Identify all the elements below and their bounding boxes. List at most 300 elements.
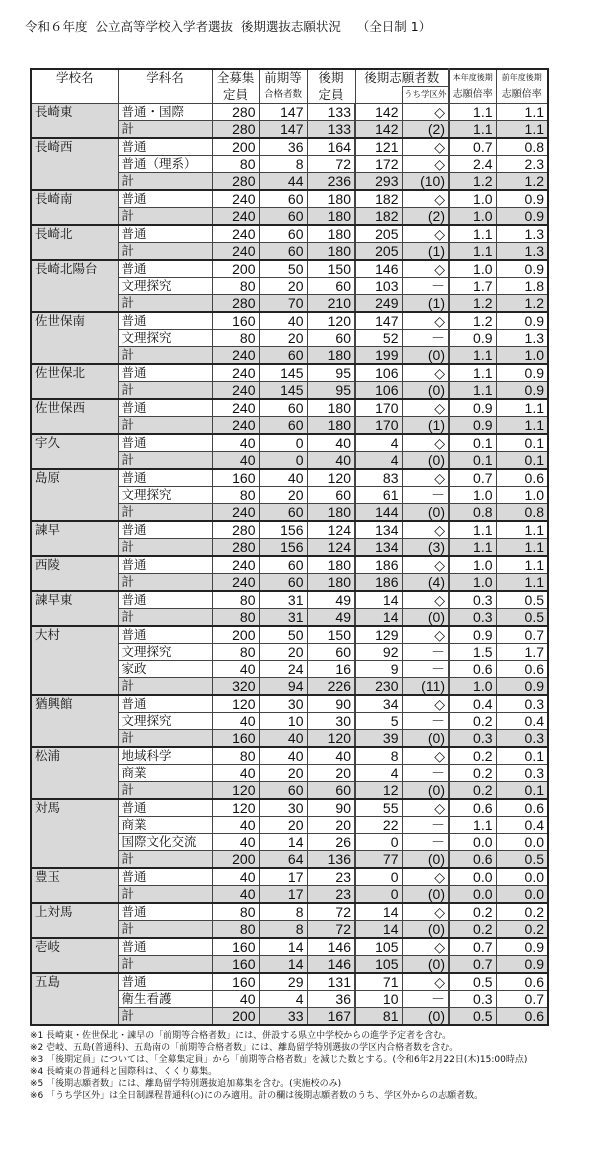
table-row bbox=[31, 434, 548, 452]
cell-late-capacity: 136 bbox=[307, 851, 355, 869]
cell-outside-district: － bbox=[402, 834, 449, 851]
cell-early-passed: 17 bbox=[259, 886, 307, 904]
cell-rate: 0.5 bbox=[449, 973, 496, 991]
cell-early-passed: 17 bbox=[259, 868, 307, 886]
cell-prev-rate: 1.8 bbox=[496, 278, 548, 295]
footnotes bbox=[30, 1030, 590, 1102]
cell-dept: 文理探究 bbox=[118, 278, 212, 295]
cell-prev-rate: 2.3 bbox=[496, 156, 548, 173]
cell-outside-district: ◇ bbox=[402, 903, 449, 921]
cell-applicants: 77 bbox=[355, 851, 402, 869]
cell-outside-district: ◇ bbox=[402, 591, 449, 609]
cell-rate: 1.1 bbox=[449, 225, 496, 243]
application-status-table bbox=[30, 68, 549, 1026]
cell-outside-district: ◇ bbox=[402, 799, 449, 817]
header-dept: 学科名 bbox=[118, 69, 212, 87]
cell-outside-district: (0) bbox=[402, 504, 449, 522]
header-rate-sub: 志願倍率 bbox=[449, 87, 496, 104]
cell-outside-district: － bbox=[402, 487, 449, 504]
table-row bbox=[31, 190, 548, 208]
cell-outside-district: ◇ bbox=[402, 695, 449, 713]
cell-early-passed: 40 bbox=[259, 312, 307, 330]
school-name: 佐世保南 bbox=[31, 312, 118, 364]
cell-prev-rate: 0.0 bbox=[496, 886, 548, 904]
cell-dept: 計 bbox=[118, 730, 212, 748]
cell-dept: 普通 bbox=[118, 312, 212, 330]
header-outside-district: うち学区外 bbox=[402, 87, 449, 104]
header-prev-rate-sub: 志願倍率 bbox=[496, 87, 548, 104]
cell-prev-rate: 0.3 bbox=[496, 695, 548, 713]
cell-dept: 普通 bbox=[118, 190, 212, 208]
cell-rate: 0.3 bbox=[449, 991, 496, 1008]
cell-total-capacity: 80 bbox=[212, 921, 259, 939]
cell-outside-district: (0) bbox=[402, 851, 449, 869]
cell-prev-rate: 1.3 bbox=[496, 330, 548, 347]
cell-outside-district: (1) bbox=[402, 417, 449, 435]
cell-early-passed: 147 bbox=[259, 104, 307, 121]
cell-total-capacity: 160 bbox=[212, 730, 259, 748]
header-late-capacity: 後期 bbox=[307, 69, 355, 87]
cell-total-capacity: 40 bbox=[212, 868, 259, 886]
header-applicants: 後期志願者数 bbox=[355, 69, 449, 87]
cell-rate: 1.1 bbox=[449, 243, 496, 261]
cell-late-capacity: 95 bbox=[307, 382, 355, 400]
cell-applicants: 4 bbox=[355, 452, 402, 470]
cell-outside-district: ◇ bbox=[402, 521, 449, 539]
cell-applicants: 293 bbox=[355, 173, 402, 191]
cell-late-capacity: 40 bbox=[307, 434, 355, 452]
cell-dept: 普通 bbox=[118, 521, 212, 539]
cell-late-capacity: 180 bbox=[307, 225, 355, 243]
cell-early-passed: 20 bbox=[259, 765, 307, 782]
cell-outside-district: (4) bbox=[402, 574, 449, 592]
cell-early-passed: 60 bbox=[259, 225, 307, 243]
cell-outside-district: － bbox=[402, 661, 449, 678]
cell-rate: 1.1 bbox=[449, 382, 496, 400]
cell-total-capacity: 40 bbox=[212, 991, 259, 1008]
cell-outside-district: ◇ bbox=[402, 190, 449, 208]
cell-total-capacity: 40 bbox=[212, 817, 259, 834]
cell-prev-rate: 0.6 bbox=[496, 799, 548, 817]
cell-late-capacity: 226 bbox=[307, 678, 355, 696]
cell-late-capacity: 30 bbox=[307, 713, 355, 730]
cell-dept: 計 bbox=[118, 504, 212, 522]
cell-late-capacity: 133 bbox=[307, 121, 355, 139]
cell-rate: 0.2 bbox=[449, 765, 496, 782]
footnote: ※4 長崎東の普通科と国際科は、くくり募集。 bbox=[30, 1067, 218, 1077]
cell-early-passed: 94 bbox=[259, 678, 307, 696]
cell-outside-district: (1) bbox=[402, 295, 449, 313]
school-name: 壱岐 bbox=[31, 938, 118, 973]
cell-total-capacity: 240 bbox=[212, 190, 259, 208]
cell-prev-rate: 0.9 bbox=[496, 190, 548, 208]
cell-dept: 計 bbox=[118, 208, 212, 226]
cell-prev-rate: 0.3 bbox=[496, 730, 548, 748]
cell-late-capacity: 23 bbox=[307, 868, 355, 886]
cell-dept: 計 bbox=[118, 452, 212, 470]
cell-outside-district: ◇ bbox=[402, 434, 449, 452]
cell-applicants: 144 bbox=[355, 504, 402, 522]
cell-rate: 1.5 bbox=[449, 644, 496, 661]
cell-outside-district: (10) bbox=[402, 173, 449, 191]
cell-late-capacity: 49 bbox=[307, 591, 355, 609]
cell-dept: 普通 bbox=[118, 938, 212, 956]
cell-outside-district: ◇ bbox=[402, 399, 449, 417]
footnote: ※5 「後期志願者数」には、離島留学特別選抜追加募集を含む。(実施校のみ) bbox=[30, 1079, 342, 1089]
cell-applicants: 105 bbox=[355, 956, 402, 974]
cell-late-capacity: 60 bbox=[307, 330, 355, 347]
cell-applicants: 9 bbox=[355, 661, 402, 678]
cell-late-capacity: 164 bbox=[307, 138, 355, 156]
cell-outside-district: (2) bbox=[402, 121, 449, 139]
cell-late-capacity: 180 bbox=[307, 208, 355, 226]
cell-rate: 0.2 bbox=[449, 713, 496, 730]
cell-rate: 1.1 bbox=[449, 521, 496, 539]
cell-late-capacity: 124 bbox=[307, 521, 355, 539]
footnote: ※6 「うち学区外」は全日制課程普通科(◇)にのみ適用。計の欄は後期志願者数のうち、学区外からの志願者数。 bbox=[30, 1091, 484, 1101]
cell-prev-rate: 0.9 bbox=[496, 938, 548, 956]
cell-applicants: 83 bbox=[355, 469, 402, 487]
cell-total-capacity: 40 bbox=[212, 434, 259, 452]
cell-early-passed: 145 bbox=[259, 382, 307, 400]
cell-early-passed: 31 bbox=[259, 609, 307, 627]
cell-total-capacity: 120 bbox=[212, 782, 259, 800]
cell-applicants: 134 bbox=[355, 521, 402, 539]
header-blank bbox=[31, 87, 118, 104]
cell-early-passed: 40 bbox=[259, 730, 307, 748]
cell-applicants: 106 bbox=[355, 364, 402, 382]
cell-prev-rate: 0.9 bbox=[496, 260, 548, 278]
cell-dept: 計 bbox=[118, 417, 212, 435]
school-name: 西陵 bbox=[31, 556, 118, 591]
cell-rate: 0.7 bbox=[449, 938, 496, 956]
school-name: 諫早 bbox=[31, 521, 118, 556]
cell-applicants: 14 bbox=[355, 591, 402, 609]
school-name: 上対馬 bbox=[31, 903, 118, 938]
cell-rate: 0.6 bbox=[449, 851, 496, 869]
cell-late-capacity: 124 bbox=[307, 539, 355, 557]
cell-total-capacity: 80 bbox=[212, 330, 259, 347]
cell-rate: 2.4 bbox=[449, 156, 496, 173]
cell-rate: 0.7 bbox=[449, 956, 496, 974]
cell-late-capacity: 26 bbox=[307, 834, 355, 851]
cell-prev-rate: 1.1 bbox=[496, 539, 548, 557]
cell-early-passed: 40 bbox=[259, 469, 307, 487]
cell-total-capacity: 240 bbox=[212, 504, 259, 522]
cell-total-capacity: 160 bbox=[212, 956, 259, 974]
cell-early-passed: 31 bbox=[259, 591, 307, 609]
table-row bbox=[31, 312, 548, 330]
table-row bbox=[31, 626, 548, 644]
cell-rate: 0.5 bbox=[449, 1008, 496, 1026]
cell-early-passed: 30 bbox=[259, 799, 307, 817]
cell-dept: 文理探究 bbox=[118, 330, 212, 347]
cell-rate: 0.2 bbox=[449, 921, 496, 939]
cell-prev-rate: 1.2 bbox=[496, 173, 548, 191]
cell-outside-district: ◇ bbox=[402, 312, 449, 330]
table-row bbox=[31, 799, 548, 817]
table-row bbox=[31, 399, 548, 417]
cell-outside-district: － bbox=[402, 278, 449, 295]
cell-total-capacity: 240 bbox=[212, 417, 259, 435]
header-prev-rate: 前年度後期 bbox=[496, 69, 548, 87]
cell-prev-rate: 0.9 bbox=[496, 208, 548, 226]
cell-prev-rate: 0.6 bbox=[496, 661, 548, 678]
cell-prev-rate: 0.1 bbox=[496, 434, 548, 452]
cell-late-capacity: 40 bbox=[307, 452, 355, 470]
cell-dept: 地域科学 bbox=[118, 747, 212, 765]
cell-late-capacity: 146 bbox=[307, 938, 355, 956]
cell-applicants: 105 bbox=[355, 938, 402, 956]
cell-total-capacity: 240 bbox=[212, 225, 259, 243]
cell-total-capacity: 160 bbox=[212, 312, 259, 330]
cell-total-capacity: 240 bbox=[212, 347, 259, 365]
school-name: 五島 bbox=[31, 973, 118, 1025]
cell-rate: 1.1 bbox=[449, 364, 496, 382]
cell-applicants: 5 bbox=[355, 713, 402, 730]
cell-total-capacity: 80 bbox=[212, 609, 259, 627]
cell-applicants: 186 bbox=[355, 556, 402, 574]
cell-prev-rate: 0.9 bbox=[496, 364, 548, 382]
cell-outside-district: (0) bbox=[402, 956, 449, 974]
cell-early-passed: 8 bbox=[259, 921, 307, 939]
cell-total-capacity: 280 bbox=[212, 295, 259, 313]
cell-rate: 0.0 bbox=[449, 886, 496, 904]
cell-early-passed: 60 bbox=[259, 556, 307, 574]
cell-prev-rate: 0.8 bbox=[496, 504, 548, 522]
cell-outside-district: (11) bbox=[402, 678, 449, 696]
cell-rate: 1.0 bbox=[449, 574, 496, 592]
cell-rate: 0.7 bbox=[449, 138, 496, 156]
cell-dept: 普通 bbox=[118, 626, 212, 644]
table-body bbox=[31, 104, 548, 1026]
cell-dept: 普通 bbox=[118, 469, 212, 487]
cell-prev-rate: 1.1 bbox=[496, 417, 548, 435]
cell-outside-district: ◇ bbox=[402, 938, 449, 956]
cell-total-capacity: 280 bbox=[212, 104, 259, 121]
cell-rate: 0.0 bbox=[449, 868, 496, 886]
cell-total-capacity: 40 bbox=[212, 661, 259, 678]
cell-applicants: 55 bbox=[355, 799, 402, 817]
cell-early-passed: 24 bbox=[259, 661, 307, 678]
cell-applicants: 172 bbox=[355, 156, 402, 173]
cell-early-passed: 0 bbox=[259, 452, 307, 470]
cell-early-passed: 20 bbox=[259, 644, 307, 661]
cell-early-passed: 20 bbox=[259, 487, 307, 504]
cell-dept: 普通 bbox=[118, 364, 212, 382]
header-row-bottom bbox=[31, 87, 548, 104]
cell-early-passed: 8 bbox=[259, 156, 307, 173]
cell-early-passed: 10 bbox=[259, 713, 307, 730]
cell-rate: 1.2 bbox=[449, 312, 496, 330]
cell-prev-rate: 0.5 bbox=[496, 591, 548, 609]
cell-late-capacity: 180 bbox=[307, 347, 355, 365]
cell-early-passed: 60 bbox=[259, 399, 307, 417]
cell-early-passed: 70 bbox=[259, 295, 307, 313]
cell-prev-rate: 1.1 bbox=[496, 104, 548, 121]
cell-late-capacity: 180 bbox=[307, 399, 355, 417]
cell-rate: 0.9 bbox=[449, 330, 496, 347]
header-blank bbox=[118, 87, 212, 104]
cell-rate: 0.3 bbox=[449, 609, 496, 627]
footnote: ※1 長崎東・佐世保北・諫早の「前期等合格者数」には、併設する県立中学校からの進学予定者を含む。 bbox=[30, 1031, 452, 1041]
cell-outside-district: (2) bbox=[402, 208, 449, 226]
cell-late-capacity: 60 bbox=[307, 487, 355, 504]
cell-late-capacity: 36 bbox=[307, 991, 355, 1008]
cell-rate: 1.0 bbox=[449, 260, 496, 278]
cell-outside-district: (0) bbox=[402, 452, 449, 470]
cell-dept: 文理探究 bbox=[118, 487, 212, 504]
cell-late-capacity: 60 bbox=[307, 278, 355, 295]
cell-total-capacity: 240 bbox=[212, 556, 259, 574]
cell-total-capacity: 120 bbox=[212, 695, 259, 713]
cell-rate: 1.0 bbox=[449, 208, 496, 226]
cell-outside-district: (0) bbox=[402, 730, 449, 748]
cell-outside-district: － bbox=[402, 644, 449, 661]
cell-dept: 計 bbox=[118, 851, 212, 869]
cell-total-capacity: 40 bbox=[212, 765, 259, 782]
cell-total-capacity: 80 bbox=[212, 156, 259, 173]
cell-prev-rate: 0.1 bbox=[496, 747, 548, 765]
school-name: 長崎北陽台 bbox=[31, 260, 118, 312]
cell-early-passed: 60 bbox=[259, 504, 307, 522]
cell-outside-district: (1) bbox=[402, 243, 449, 261]
cell-rate: 1.1 bbox=[449, 539, 496, 557]
cell-total-capacity: 40 bbox=[212, 713, 259, 730]
cell-rate: 0.1 bbox=[449, 434, 496, 452]
cell-applicants: 142 bbox=[355, 121, 402, 139]
cell-applicants: 22 bbox=[355, 817, 402, 834]
cell-applicants: 146 bbox=[355, 260, 402, 278]
cell-rate: 0.2 bbox=[449, 782, 496, 800]
cell-rate: 1.1 bbox=[449, 104, 496, 121]
cell-prev-rate: 0.6 bbox=[496, 469, 548, 487]
cell-applicants: 8 bbox=[355, 747, 402, 765]
cell-total-capacity: 200 bbox=[212, 138, 259, 156]
cell-dept: 計 bbox=[118, 921, 212, 939]
cell-applicants: 0 bbox=[355, 868, 402, 886]
cell-applicants: 170 bbox=[355, 399, 402, 417]
cell-early-passed: 20 bbox=[259, 817, 307, 834]
cell-total-capacity: 200 bbox=[212, 1008, 259, 1026]
cell-rate: 0.0 bbox=[449, 834, 496, 851]
cell-dept: 普通 bbox=[118, 225, 212, 243]
school-name: 対馬 bbox=[31, 799, 118, 868]
cell-total-capacity: 80 bbox=[212, 903, 259, 921]
cell-outside-district: (3) bbox=[402, 539, 449, 557]
cell-outside-district: ◇ bbox=[402, 364, 449, 382]
cell-applicants: 10 bbox=[355, 991, 402, 1008]
table-row bbox=[31, 138, 548, 156]
cell-rate: 0.9 bbox=[449, 417, 496, 435]
school-name: 長崎東 bbox=[31, 104, 118, 139]
table-row bbox=[31, 364, 548, 382]
cell-total-capacity: 280 bbox=[212, 173, 259, 191]
cell-applicants: 71 bbox=[355, 973, 402, 991]
cell-prev-rate: 0.0 bbox=[496, 834, 548, 851]
table-row bbox=[31, 260, 548, 278]
cell-late-capacity: 236 bbox=[307, 173, 355, 191]
cell-dept: 普通 bbox=[118, 695, 212, 713]
cell-late-capacity: 180 bbox=[307, 417, 355, 435]
table-row bbox=[31, 973, 548, 991]
cell-applicants: 39 bbox=[355, 730, 402, 748]
cell-outside-district: ◇ bbox=[402, 138, 449, 156]
header-early-passed: 前期等 bbox=[259, 69, 307, 87]
cell-dept: 計 bbox=[118, 347, 212, 365]
cell-late-capacity: 180 bbox=[307, 190, 355, 208]
cell-outside-district: ◇ bbox=[402, 260, 449, 278]
cell-prev-rate: 1.3 bbox=[496, 225, 548, 243]
cell-rate: 0.9 bbox=[449, 399, 496, 417]
cell-late-capacity: 90 bbox=[307, 799, 355, 817]
cell-outside-district: (0) bbox=[402, 1008, 449, 1026]
cell-rate: 0.7 bbox=[449, 469, 496, 487]
cell-dept: 計 bbox=[118, 886, 212, 904]
school-name: 佐世保北 bbox=[31, 364, 118, 399]
table-row bbox=[31, 747, 548, 765]
cell-prev-rate: 0.8 bbox=[496, 138, 548, 156]
cell-early-passed: 40 bbox=[259, 747, 307, 765]
cell-early-passed: 60 bbox=[259, 347, 307, 365]
school-name: 佐世保西 bbox=[31, 399, 118, 434]
cell-total-capacity: 80 bbox=[212, 278, 259, 295]
cell-early-passed: 33 bbox=[259, 1008, 307, 1026]
cell-prev-rate: 0.7 bbox=[496, 626, 548, 644]
cell-rate: 1.7 bbox=[449, 278, 496, 295]
cell-early-passed: 145 bbox=[259, 364, 307, 382]
cell-total-capacity: 80 bbox=[212, 644, 259, 661]
cell-applicants: 182 bbox=[355, 208, 402, 226]
cell-outside-district: ◇ bbox=[402, 747, 449, 765]
cell-prev-rate: 0.1 bbox=[496, 782, 548, 800]
cell-outside-district: ◇ bbox=[402, 104, 449, 121]
cell-early-passed: 60 bbox=[259, 574, 307, 592]
cell-prev-rate: 1.1 bbox=[496, 574, 548, 592]
cell-outside-district: － bbox=[402, 330, 449, 347]
cell-total-capacity: 240 bbox=[212, 243, 259, 261]
cell-rate: 1.2 bbox=[449, 173, 496, 191]
cell-outside-district: ◇ bbox=[402, 973, 449, 991]
cell-late-capacity: 150 bbox=[307, 626, 355, 644]
cell-total-capacity: 240 bbox=[212, 399, 259, 417]
cell-total-capacity: 240 bbox=[212, 574, 259, 592]
cell-dept: 計 bbox=[118, 956, 212, 974]
cell-prev-rate: 1.0 bbox=[496, 347, 548, 365]
content bbox=[30, 68, 590, 1102]
cell-applicants: 170 bbox=[355, 417, 402, 435]
school-name: 長崎西 bbox=[31, 138, 118, 190]
cell-rate: 1.0 bbox=[449, 556, 496, 574]
cell-rate: 0.2 bbox=[449, 903, 496, 921]
cell-late-capacity: 90 bbox=[307, 695, 355, 713]
cell-total-capacity: 160 bbox=[212, 938, 259, 956]
cell-late-capacity: 146 bbox=[307, 956, 355, 974]
cell-dept: 普通 bbox=[118, 591, 212, 609]
cell-early-passed: 8 bbox=[259, 903, 307, 921]
cell-rate: 0.2 bbox=[449, 747, 496, 765]
cell-late-capacity: 180 bbox=[307, 243, 355, 261]
cell-late-capacity: 167 bbox=[307, 1008, 355, 1026]
cell-prev-rate: 0.6 bbox=[496, 973, 548, 991]
cell-early-passed: 20 bbox=[259, 278, 307, 295]
cell-dept: 計 bbox=[118, 782, 212, 800]
cell-applicants: 129 bbox=[355, 626, 402, 644]
cell-early-passed: 60 bbox=[259, 417, 307, 435]
cell-dept: 普通 bbox=[118, 868, 212, 886]
cell-early-passed: 0 bbox=[259, 434, 307, 452]
cell-prev-rate: 1.1 bbox=[496, 521, 548, 539]
